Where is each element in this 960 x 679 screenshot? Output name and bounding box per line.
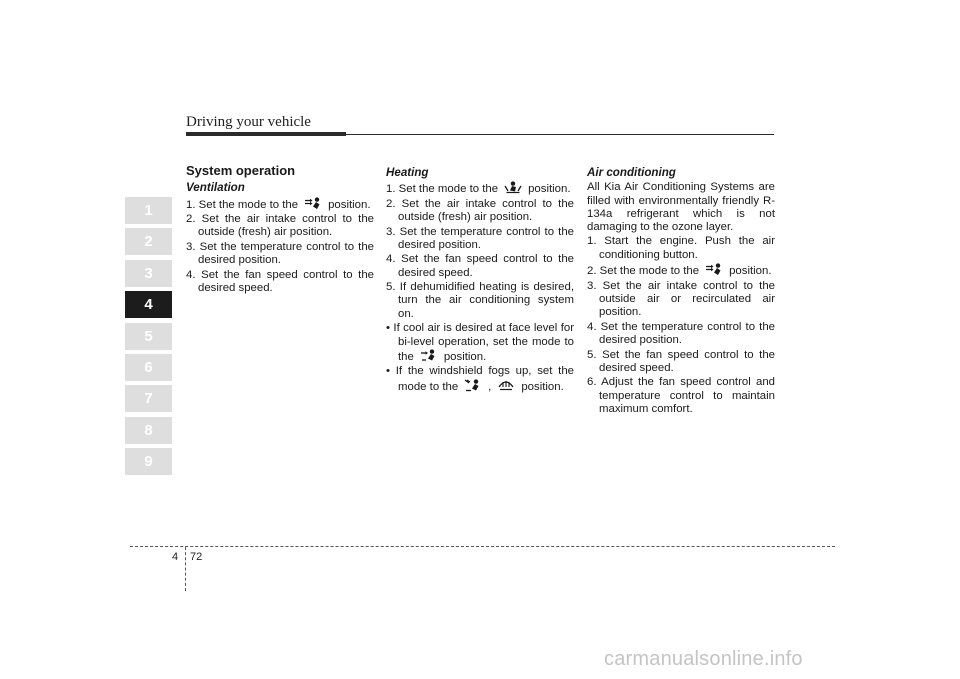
ventilation-step-3: 3. Set the temperature control to the desired position. bbox=[186, 240, 374, 267]
footer-page-number: 72 bbox=[190, 551, 203, 563]
ac-step-3: 3. Set the air intake control to the outside air or recirculated air position. bbox=[587, 279, 775, 319]
ventilation-subtitle: Ventilation bbox=[186, 181, 245, 195]
heating-step-3: 3. Set the temperature control to the desired position. bbox=[386, 225, 574, 251]
defrost-mode-icon bbox=[497, 379, 515, 392]
air-conditioning-intro: All Kia Air Conditioning Systems are filled with environmentally friendly R-134a refrigerant which is not damaging to the ozone layer. bbox=[587, 181, 775, 234]
header-rule-thin bbox=[346, 134, 774, 135]
header-rule-thick bbox=[186, 132, 346, 136]
heating-bullet-2: • If the windshield fogs up, set the mode to the , position. bbox=[386, 365, 574, 393]
air-conditioning-column bbox=[587, 164, 775, 417]
ac-step-6: 6. Adjust the fan speed control and temperature control to maintain maximum comfort. bbox=[587, 376, 775, 415]
footer-page-separator bbox=[185, 547, 186, 591]
heating-bullet-1: • If cool air is desired at face level for bi-level operation, set the mode to the position. bbox=[386, 322, 574, 363]
ac-step-1: 1. Start the engine. Push the air conditioning button. bbox=[587, 235, 775, 261]
ac-step-4: 4. Set the temperature control to the desired position. bbox=[587, 320, 775, 347]
chapter-tab-1[interactable]: 1 bbox=[125, 197, 172, 224]
page-header-title: Driving your vehicle bbox=[186, 114, 311, 130]
ventilation-column bbox=[186, 164, 374, 296]
heating-steps bbox=[386, 181, 574, 321]
face-vent-mode-icon bbox=[304, 197, 322, 210]
chapter-tab-2[interactable]: 2 bbox=[125, 228, 172, 255]
heating-bullets bbox=[386, 322, 574, 394]
bi-level-mode-icon bbox=[420, 349, 438, 362]
ventilation-step-2: 2. Set the air intake control to the outside (fresh) air position. bbox=[186, 213, 374, 239]
watermark: carmanualsonline.info bbox=[604, 648, 803, 670]
chapter-tabs bbox=[125, 197, 172, 480]
footer-divider bbox=[130, 546, 835, 547]
chapter-tab-7[interactable]: 7 bbox=[125, 385, 172, 412]
heating-step-5: 5. If dehumidified heating is desired, turn the air conditioning system on. bbox=[386, 281, 574, 320]
chapter-tab-9[interactable]: 9 bbox=[125, 448, 172, 475]
floor-defrost-mode-icon bbox=[464, 379, 482, 392]
chapter-tab-3[interactable]: 3 bbox=[125, 260, 172, 287]
ac-step-2: 2. Set the mode to the position. bbox=[587, 265, 772, 278]
ventilation-step-1: 1. Set the mode to the position. bbox=[186, 198, 371, 211]
heating-step-4: 4. Set the fan speed control to the desired speed. bbox=[386, 253, 575, 279]
floor-mode-icon bbox=[504, 181, 522, 194]
face-vent-mode-icon bbox=[705, 263, 723, 276]
heating-subtitle: Heating bbox=[386, 166, 429, 179]
chapter-tab-5[interactable]: 5 bbox=[125, 323, 172, 350]
chapter-tab-6[interactable]: 6 bbox=[125, 354, 172, 381]
ventilation-steps bbox=[186, 197, 374, 296]
chapter-tab-4[interactable]: 4 bbox=[125, 291, 172, 318]
ac-step-5: 5. Set the fan speed control to the desired speed. bbox=[587, 348, 776, 374]
ventilation-step-4: 4. Set the fan speed control to the desired speed. bbox=[186, 268, 375, 294]
heating-column bbox=[386, 164, 574, 395]
heating-step-1: 1. Set the mode to the position. bbox=[386, 183, 571, 196]
heating-step-2: 2. Set the air intake control to the outside (fresh) air position. bbox=[386, 197, 574, 224]
section-title: System operation bbox=[186, 163, 296, 178]
chapter-tab-8[interactable]: 8 bbox=[125, 417, 172, 444]
air-conditioning-subtitle: Air conditioning bbox=[587, 166, 676, 179]
air-conditioning-steps bbox=[587, 235, 775, 416]
footer-chapter-number: 4 bbox=[172, 551, 179, 563]
